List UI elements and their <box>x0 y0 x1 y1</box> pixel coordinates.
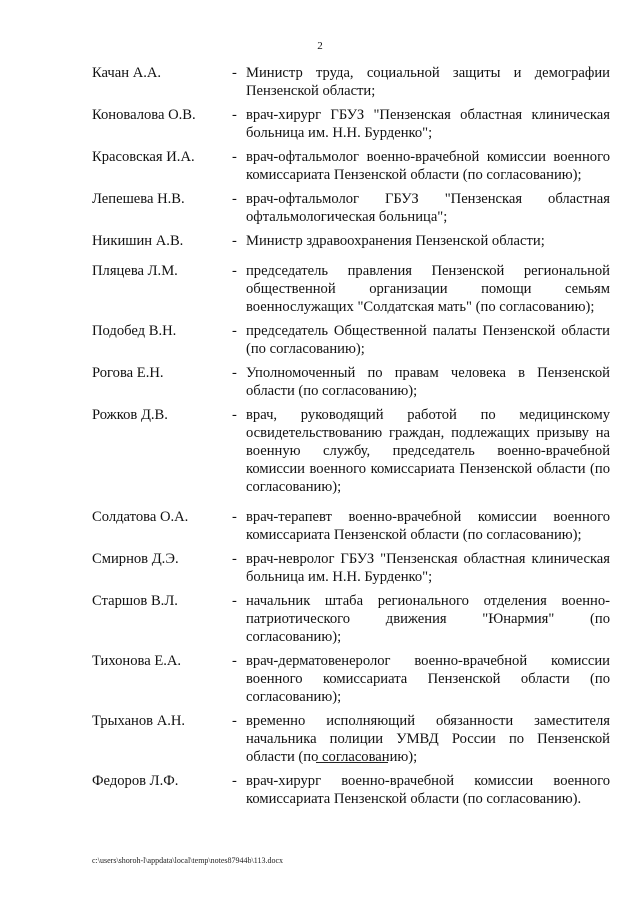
page-number: 2 <box>317 40 323 52</box>
end-divider <box>316 762 388 763</box>
member-position: врач-офтальмолог ГБУЗ "Пензенская областная офтальмологическая больница"; <box>246 191 610 225</box>
member-position: председатель Общественной палаты Пензенской области (по согласованию); <box>246 323 610 357</box>
member-row <box>92 772 610 808</box>
member-name: Пляцева Л.М. <box>92 263 178 279</box>
member-position: председатель правления Пензенской региональной общественной организации помощи семьям военнослужащих "Солдатская мать" (по согласованию); <box>246 263 610 315</box>
member-dash: - <box>232 551 237 567</box>
member-row <box>92 508 610 544</box>
member-row <box>92 550 610 586</box>
member-row <box>92 106 610 142</box>
member-dash: - <box>232 323 237 339</box>
member-row <box>92 232 610 250</box>
member-position: врач-хирург ГБУЗ "Пензенская областная клиническая больница им. Н.Н. Бурденко"; <box>246 107 610 141</box>
member-row <box>92 652 610 706</box>
member-name: Федоров Л.Ф. <box>92 773 179 789</box>
member-position: Министр труда, социальной защиты и демографии Пензенской области; <box>246 65 610 99</box>
member-row <box>92 322 610 358</box>
member-dash: - <box>232 407 237 423</box>
member-list <box>92 64 610 808</box>
member-name: Тихонова Е.А. <box>92 653 182 669</box>
member-position: врач-хирург военно-врачебной комиссии военного комиссариата Пензенской области (по согласованию). <box>246 773 610 807</box>
member-dash: - <box>232 365 237 381</box>
file-path-footer: c:\users\shoroh-l\appdata\local\temp\notes87944b\113.docx <box>92 856 283 865</box>
member-row <box>92 148 610 184</box>
member-name: Трыханов А.Н. <box>92 713 186 729</box>
member-dash: - <box>232 149 237 165</box>
member-row <box>92 406 610 496</box>
member-name: Красовская И.А. <box>92 149 195 165</box>
member-name: Рогова Е.Н. <box>92 365 164 381</box>
member-name: Рожков Д.В. <box>92 407 168 423</box>
member-row <box>92 190 610 226</box>
member-position: Уполномоченный по правам человека в Пензенской области (по согласованию); <box>246 365 610 399</box>
member-row <box>92 64 610 100</box>
member-name: Никишин А.В. <box>92 233 184 249</box>
member-row <box>92 592 610 646</box>
member-dash: - <box>232 713 237 729</box>
member-position: Министр здравоохранения Пензенской области; <box>246 233 545 249</box>
member-dash: - <box>232 773 237 789</box>
member-name: Коновалова О.В. <box>92 107 196 123</box>
member-row <box>92 712 610 766</box>
member-position: врач-дерматовенеролог военно-врачебной комиссии военного комиссариата Пензенской области (по согласованию); <box>246 653 610 705</box>
member-position: временно исполняющий обязанности заместителя начальника полиции УМВД России по Пензенской области (по согласованию); <box>246 713 610 765</box>
member-dash: - <box>232 65 237 81</box>
member-position: врач-офтальмолог военно-врачебной комиссии военного комиссариата Пензенской области (по согласованию); <box>246 149 610 183</box>
member-position: начальник штаба регионального отделения военно-патриотического движения "Юнармия" (по согласованию); <box>246 593 610 645</box>
member-name: Старшов В.Л. <box>92 593 178 609</box>
member-position: врач-терапевт военно-врачебной комиссии военного комиссариата Пензенской области (по согласованию); <box>246 509 610 543</box>
member-name: Качан А.А. <box>92 65 162 81</box>
member-dash: - <box>232 593 237 609</box>
member-dash: - <box>232 653 237 669</box>
member-name: Лепешева Н.В. <box>92 191 185 207</box>
member-dash: - <box>232 509 237 525</box>
member-dash: - <box>232 107 237 123</box>
member-dash: - <box>232 263 237 279</box>
member-row <box>92 364 610 400</box>
member-name: Подобед В.Н. <box>92 323 177 339</box>
member-position: врач-невролог ГБУЗ "Пензенская областная клиническая больница им. Н.Н. Бурденко"; <box>246 551 610 585</box>
member-dash: - <box>232 233 237 249</box>
member-name: Смирнов Д.Э. <box>92 551 179 567</box>
member-row <box>92 262 610 316</box>
member-dash: - <box>232 191 237 207</box>
member-name: Солдатова О.А. <box>92 509 189 525</box>
member-position: врач, руководящий работой по медицинскому освидетельствованию граждан, подлежащих призыву на военную службу, председатель военно-врачебной комиссии военного комиссариата Пензенской области (по согласованию); <box>246 407 610 495</box>
